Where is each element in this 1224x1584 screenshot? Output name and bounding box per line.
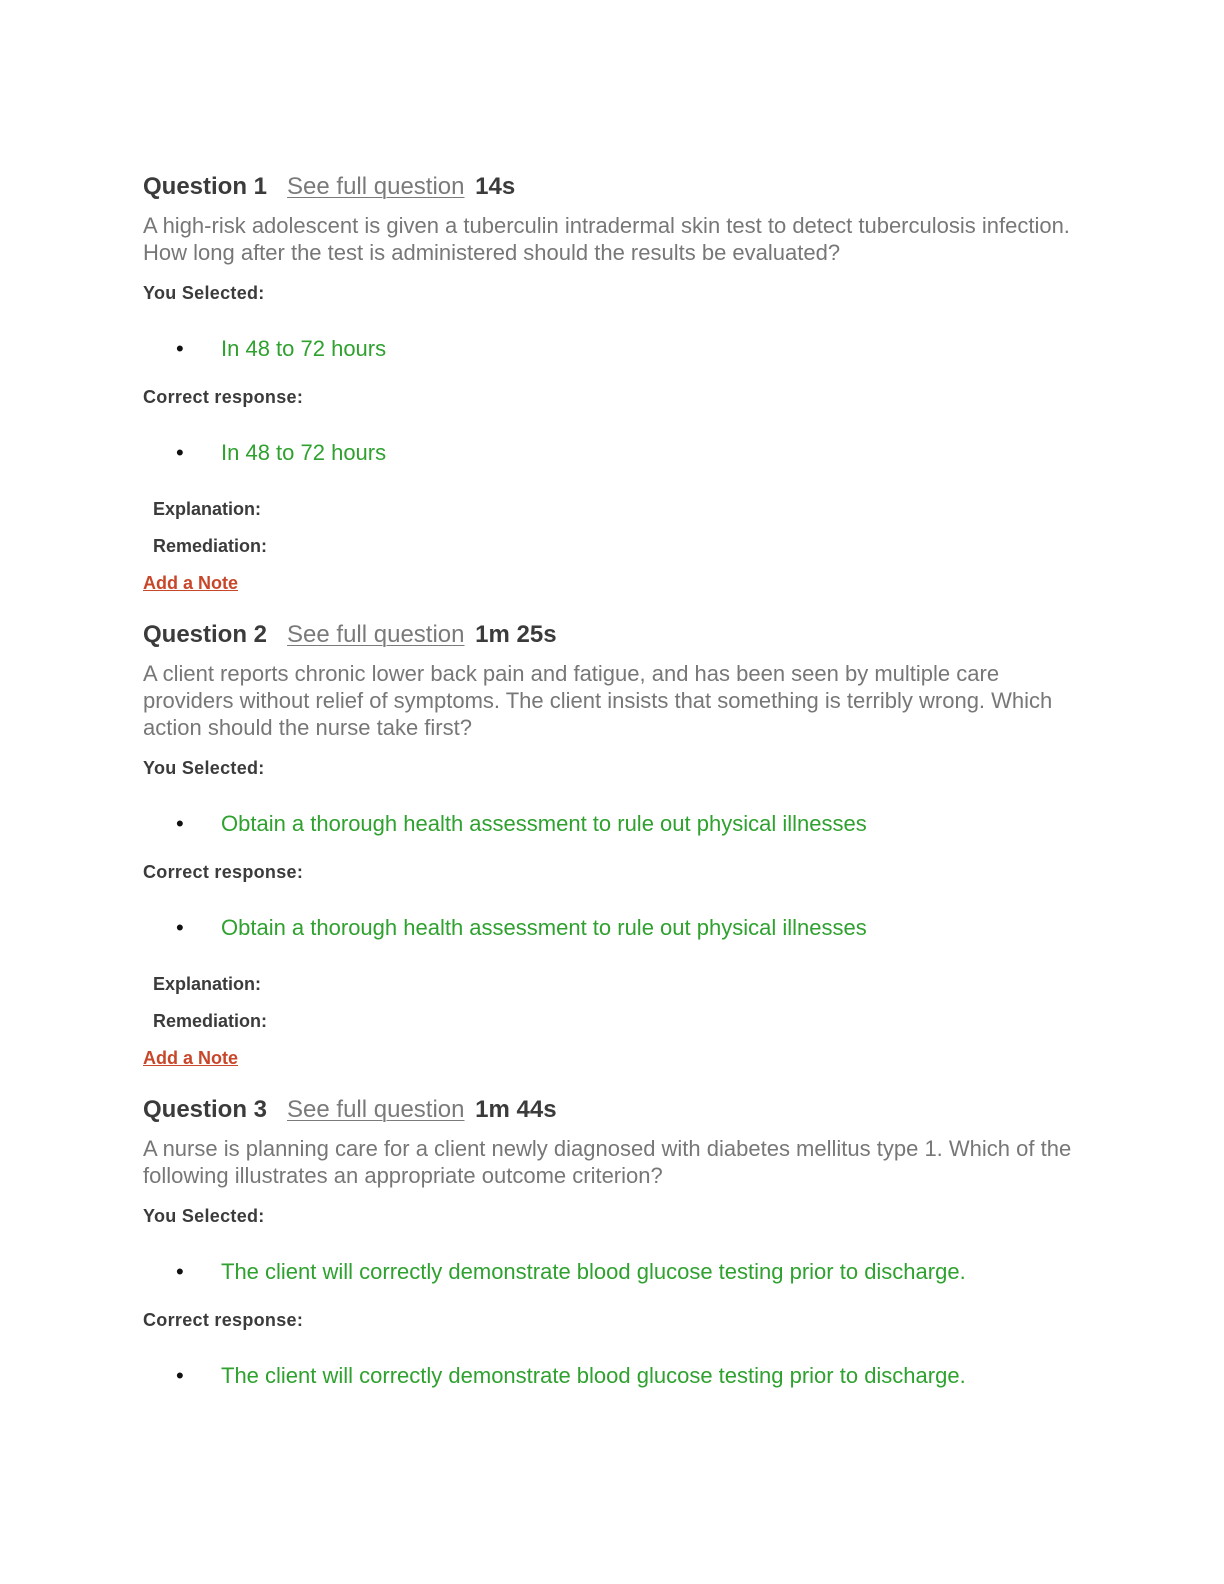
correct-response-label: Correct response: bbox=[143, 1310, 304, 1330]
explanation-label: Explanation: bbox=[153, 974, 262, 994]
question-time: 1m 25s bbox=[475, 621, 557, 648]
you-selected-label: You Selected: bbox=[143, 283, 265, 303]
question-header bbox=[143, 616, 1083, 654]
correct-response-label: Correct response: bbox=[143, 387, 304, 407]
correct-answer-item bbox=[143, 438, 1083, 468]
question-header bbox=[143, 168, 1083, 206]
question-text: A high-risk adolescent is given a tuberculin intradermal skin test to detect tuberculosis infection. How long after the test is administered should the results be evaluated? bbox=[143, 213, 1070, 265]
selected-answer-item bbox=[143, 334, 1083, 364]
selected-answer-item bbox=[143, 809, 1083, 839]
question-number: Question 3 bbox=[143, 1096, 268, 1123]
bullet-icon: • bbox=[176, 1259, 184, 1284]
explanation-label: Explanation: bbox=[153, 499, 262, 519]
bullet-icon: • bbox=[176, 1363, 184, 1388]
bullet-icon: • bbox=[176, 811, 184, 836]
remediation-label: Remediation: bbox=[153, 1011, 268, 1031]
correct-answer-item bbox=[143, 913, 1083, 943]
selected-answer-text: In 48 to 72 hours bbox=[221, 336, 387, 361]
correct-response-label: Correct response: bbox=[143, 862, 304, 882]
results-page bbox=[143, 168, 1083, 1391]
see-full-question-link[interactable]: See full question bbox=[287, 1096, 465, 1123]
question-text: A client reports chronic lower back pain and fatigue, and has been seen by multiple care providers without relief of symptoms. The client insists that something is terribly wrong. Which action should the nurse take first? bbox=[143, 661, 1053, 740]
question-number: Question 1 bbox=[143, 173, 268, 200]
selected-answer-text: The client will correctly demonstrate blood glucose testing prior to discharge. bbox=[221, 1259, 966, 1284]
correct-answer-text: The client will correctly demonstrate blood glucose testing prior to discharge. bbox=[221, 1363, 966, 1388]
bullet-icon: • bbox=[176, 915, 184, 940]
see-full-question-link[interactable]: See full question bbox=[287, 173, 465, 200]
question-block-2 bbox=[143, 616, 1083, 1071]
question-number: Question 2 bbox=[143, 621, 268, 648]
question-block-3 bbox=[143, 1091, 1083, 1391]
you-selected-label: You Selected: bbox=[143, 1206, 265, 1226]
question-time: 14s bbox=[475, 173, 516, 200]
see-full-question-link[interactable]: See full question bbox=[287, 621, 465, 648]
question-time: 1m 44s bbox=[475, 1096, 557, 1123]
correct-answer-item bbox=[143, 1361, 1083, 1391]
question-header bbox=[143, 1091, 1083, 1129]
question-text: A nurse is planning care for a client newly diagnosed with diabetes mellitus type 1. Which of the following illustrates an appropriate outcome criterion? bbox=[143, 1136, 1072, 1188]
selected-answer-text: Obtain a thorough health assessment to rule out physical illnesses bbox=[221, 811, 867, 836]
add-note-link[interactable]: Add a Note bbox=[143, 573, 239, 593]
you-selected-label: You Selected: bbox=[143, 758, 265, 778]
bullet-icon: • bbox=[176, 440, 184, 465]
selected-answer-item bbox=[143, 1257, 1083, 1287]
remediation-label: Remediation: bbox=[153, 536, 268, 556]
add-note-link[interactable]: Add a Note bbox=[143, 1048, 239, 1068]
correct-answer-text: In 48 to 72 hours bbox=[221, 440, 387, 465]
correct-answer-text: Obtain a thorough health assessment to rule out physical illnesses bbox=[221, 915, 867, 940]
bullet-icon: • bbox=[176, 336, 184, 361]
question-block-1 bbox=[143, 168, 1083, 596]
